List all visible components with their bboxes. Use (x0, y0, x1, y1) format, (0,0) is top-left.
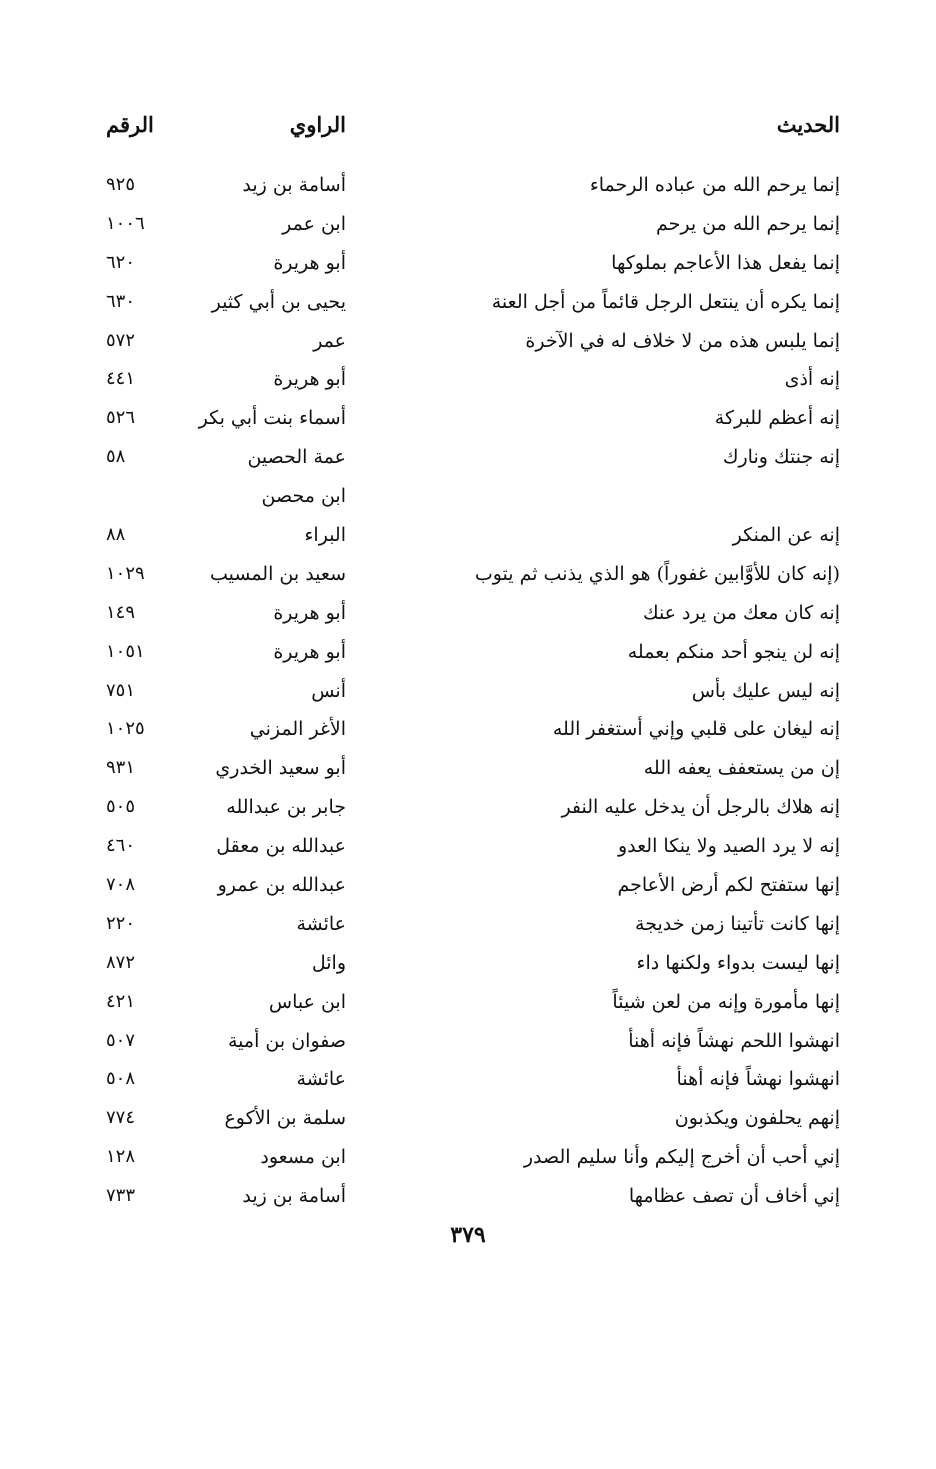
hadith-number: ٩٣١ (106, 757, 136, 779)
hadith-number: ٥٠٧ (106, 1029, 136, 1051)
table-row (96, 1060, 840, 1099)
header-rawi: الراوي (289, 112, 346, 137)
narrator-name: سعيد بن المسيب (209, 562, 346, 585)
narrator-name: عبدالله بن معقل (216, 835, 346, 858)
narrator-name: عائشة (296, 912, 346, 935)
narrator-name: أبو هريرة (273, 368, 346, 391)
hadith-text: إنه ليغان على قلبي وإني أستغفر الله (552, 718, 840, 741)
narrator-name: أبو سعيد الخدري (215, 757, 346, 780)
hadith-number: ٦٣٠ (106, 290, 136, 312)
table-row (96, 905, 840, 944)
hadith-text: إني أحب أن أخرج إليكم وأنا سليم الصدر (523, 1146, 840, 1169)
hadith-text: إنما يفعل هذا الأعاجم بملوكها (611, 251, 840, 274)
table-row (96, 477, 840, 516)
hadith-number: ٥٨ (106, 446, 126, 468)
hadith-number: ١٢٨ (106, 1146, 136, 1168)
hadith-number: ٨٧٢ (106, 951, 136, 973)
table-row (96, 360, 840, 399)
narrator-name: عمر (313, 329, 346, 352)
narrator-name: أنس (311, 679, 346, 702)
hadith-text: إنهم يحلفون ويكذبون (674, 1107, 840, 1130)
table-row (96, 1138, 840, 1177)
hadith-number: ٥٠٨ (106, 1068, 136, 1090)
narrator-name: يحيى بن أبي كثير (211, 290, 346, 313)
narrator-name: سلمة بن الأكوع (224, 1107, 346, 1130)
table-row (96, 438, 840, 477)
table-row (96, 322, 840, 361)
table-row (96, 710, 840, 749)
narrator-name: عمة الحصين (247, 446, 346, 469)
table-row (96, 1099, 840, 1138)
hadith-text: إنه جنتك ونارك (722, 446, 840, 469)
table-row (96, 516, 840, 555)
narrator-name: وائل (311, 951, 346, 974)
hadith-text: إنها مأمورة وإنه من لعن شيئاً (612, 990, 840, 1013)
hadith-number: ٥٠٥ (106, 796, 136, 818)
hadith-text: انهشوا نهشاً فإنه أهنأ (676, 1068, 840, 1091)
table-row (96, 594, 840, 633)
narrator-name: ابن مسعود (260, 1146, 346, 1169)
narrator-name: ابن محصن (261, 485, 346, 508)
hadith-text: إنه هلاك بالرجل أن يدخل عليه النفر (561, 796, 840, 819)
table-row (96, 866, 840, 905)
table-row (96, 944, 840, 983)
hadith-number: ٦٢٠ (106, 251, 136, 273)
narrator-name: صفوان بن أمية (228, 1029, 346, 1052)
hadith-text: إنه عن المنكر (732, 524, 840, 547)
table-row (96, 244, 840, 283)
hadith-text: إن من يستعفف يعفه الله (643, 757, 840, 780)
hadith-number: ١٠٠٦ (106, 212, 145, 234)
hadith-number: ٩٢٥ (106, 174, 136, 195)
hadith-number: ٧٠٨ (106, 874, 136, 896)
hadith-text: إنما يكره أن ينتعل الرجل قائماً من أجل العنة (491, 290, 840, 313)
narrator-name: أبو هريرة (273, 640, 346, 663)
table-header (96, 112, 840, 146)
hadith-number: ٥٢٦ (106, 407, 136, 429)
table-row (96, 205, 840, 244)
hadith-text: إنها كانت تأتينا زمن خديجة (635, 912, 840, 935)
hadith-number: ٤٢١ (106, 990, 136, 1012)
narrator-name: ابن عمر (282, 212, 346, 235)
table-row (96, 555, 840, 594)
table-row (96, 1177, 840, 1216)
hadith-number: ٤٤١ (106, 368, 136, 390)
narrator-name: أبو هريرة (273, 251, 346, 274)
hadith-number: ١٤٩ (106, 601, 136, 623)
hadith-text: إنه ليس عليك بأس (691, 679, 840, 702)
table-row (96, 749, 840, 788)
hadith-text: إنه لا يرد الصيد ولا ينكا العدو (617, 835, 840, 858)
table-row (96, 283, 840, 322)
hadith-text: انهشوا اللحم نهشاً فإنه أهنأ (628, 1029, 840, 1052)
table-row (96, 672, 840, 711)
hadith-text: إنه لن ينجو أحد منكم بعمله (627, 640, 840, 663)
hadith-number: ٧٧٤ (106, 1107, 136, 1129)
table-row (96, 166, 840, 205)
narrator-name: الأغر المزني (249, 718, 346, 741)
narrator-name: أسامة بن زيد (242, 174, 346, 196)
page-number: ٣٧٩ (450, 1222, 486, 1248)
hadith-text: إنها ستفتح لكم أرض الأعاجم (617, 874, 840, 897)
narrator-name: عبدالله بن عمرو (217, 874, 346, 897)
table-row (96, 983, 840, 1022)
hadith-number: ١٠٢٥ (106, 718, 145, 740)
hadith-text: إنه أعظم للبركة (714, 407, 840, 430)
narrator-name: أبو هريرة (273, 601, 346, 624)
table-row (96, 1022, 840, 1061)
hadith-number: ١٠٢٩ (106, 562, 145, 584)
table-row (96, 788, 840, 827)
narrator-name: عائشة (296, 1068, 346, 1091)
header-hadith: الحديث (776, 112, 840, 137)
hadith-text: إنه كان معك من يرد عنك (642, 601, 840, 624)
narrator-name: جابر بن عبدالله (226, 796, 346, 819)
hadith-number: ٧٣٣ (106, 1185, 136, 1207)
hadith-number: ٤٦٠ (106, 835, 136, 857)
hadith-number: ٥٧٢ (106, 329, 136, 351)
hadith-text: إنما يلبس هذه من لا خلاف له في الآخرة (525, 329, 840, 352)
table-row (96, 633, 840, 672)
hadith-text: إنما يرحم الله من يرحم (655, 212, 840, 235)
hadith-text: إنما يرحم الله من عباده الرحماء (589, 174, 840, 196)
hadith-number: ١٠٥١ (106, 640, 145, 662)
narrator-name: البراء (304, 524, 346, 547)
hadith-text: إني أخاف أن تصف عظامها (628, 1185, 840, 1208)
hadith-number: ٧٥١ (106, 679, 136, 701)
table-row (96, 399, 840, 438)
header-number: الرقم (106, 112, 154, 137)
table-row (96, 827, 840, 866)
narrator-name: أسماء بنت أبي بكر (198, 407, 346, 430)
hadith-text: إنها ليست بدواء ولكنها داء (636, 951, 840, 974)
hadith-number: ٨٨ (106, 524, 126, 546)
hadith-text: إنه أذى (784, 368, 840, 391)
narrator-name: أسامة بن زيد (242, 1185, 346, 1208)
hadith-number: ٢٢٠ (106, 912, 136, 934)
narrator-name: ابن عباس (268, 990, 346, 1013)
hadith-text: (إنه كان للأوَّابين غفوراً) هو الذي يذنب ثم يتوب (474, 562, 840, 585)
hadith-index-table (96, 166, 840, 1216)
